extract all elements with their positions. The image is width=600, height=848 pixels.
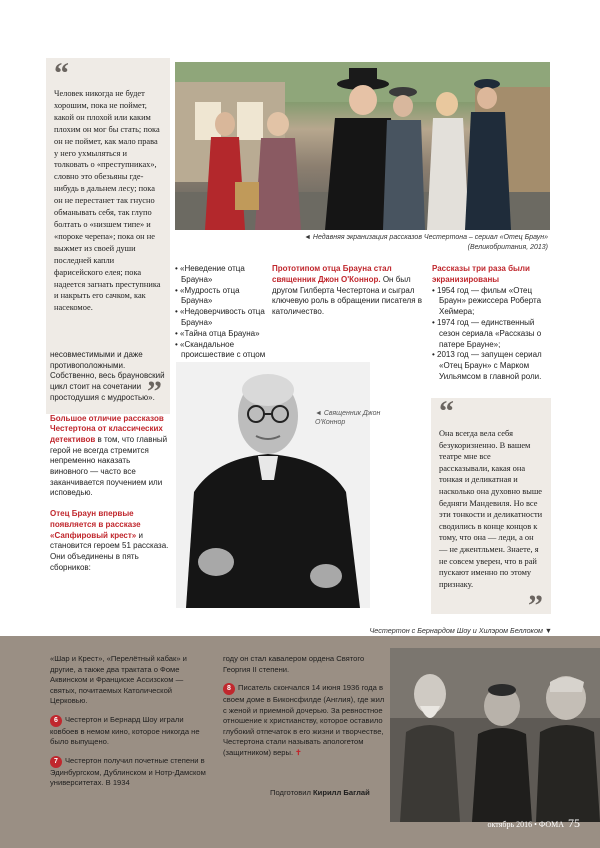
difference-heading: Большое отличие рассказов Честертона от классических детективов	[50, 413, 164, 444]
page-number: 75	[568, 816, 580, 830]
difference-text: в том, что главный герой не всегда стремится непременно наказать виновного — часто все заканчивается поучением или исповедью.	[50, 434, 168, 498]
tv-series-illustration	[175, 62, 550, 230]
facts-column-1	[50, 654, 210, 797]
paragraph	[50, 414, 170, 500]
first-appearance-text: и становится героем 51 рассказа. Они объединены в пять сборников:	[50, 530, 169, 572]
list-item: • «Недоверчивость отца Брауна»	[175, 307, 265, 327]
group-portrait-illustration	[390, 648, 600, 822]
screenings-heading: Рассказы три раза были экранизированы	[432, 264, 530, 284]
story-collections-list	[175, 264, 267, 372]
priest-portrait-illustration	[176, 362, 370, 608]
priest-caption: ◄ Священник Джон О'Коннор	[315, 410, 381, 426]
first-appearance-heading: Отец Браун впервые появляется в рассказе «Сапфировый крест»	[50, 509, 141, 540]
screenings-block	[432, 264, 550, 383]
prototype-block	[272, 264, 426, 318]
quote-open-icon: “	[439, 395, 454, 428]
facts-column-2	[223, 654, 385, 766]
tv-series-caption: ◄ Недавняя экранизация рассказов Честертона – сериал «Отец Браун» (Великобритания, 2013)	[304, 234, 548, 251]
quote-close-icon: ”	[528, 589, 543, 622]
list-item: • 1974 год — единственный сезон сериала «Рассказы о патере Брауне»;	[432, 317, 542, 349]
paragraph: «Шар и Крест», «Перелётный кабак» и другие, а также два трактата о Фоме Аквинском и Франциске Ассизском — святых, почитаемых Католической Церковью.	[50, 654, 187, 705]
cross-icon: ✝	[295, 747, 302, 757]
paragraph: несовместимыми и даже противоположными. Собственно, весь брауновский цикл стоит на сочетании простодушия с мудростью».	[50, 350, 165, 402]
fact-number-badge: 7	[50, 756, 62, 768]
article-text-left	[50, 350, 170, 583]
list-item: • 1954 год — фильм «Отец Браун» режиссера Роберта Хеймера;	[432, 285, 542, 317]
list-item: • 2013 год — запущен сериал «Отец Браун» с Марком Уильямсом в главной роли.	[432, 350, 542, 381]
paragraph: году он стал кавалером ордена Святого Георгия II степени.	[223, 654, 365, 674]
list-item: • «Неведение отца Брауна»	[175, 264, 245, 284]
magazine-name: ФОМА	[538, 820, 564, 829]
tv-series-photo	[175, 62, 550, 230]
issue-date: октябрь 2016	[487, 820, 533, 829]
bottom-photo-caption: Честертон с Бернардом Шоу и Хилэром Беллоком ▼	[369, 626, 552, 635]
fact-text: Честертон получил почетные степени в Эдинбургском, Дублинском и Нотр-Дамском университетах. В 1934	[50, 755, 206, 787]
prototype-text: Он был другом Гилберта Честертона и сыграл ключевую роль в обращении писателя в католичество.	[272, 274, 423, 317]
author-signature	[270, 788, 370, 797]
signature-prefix: Подготовил	[270, 788, 314, 797]
quote-text-left: Человек никогда не будет хорошим, пока не поймет, какой он плохой или каким плохим он мог бы стать; пока он не поймет, как мало права у него ухмыляться и толковать о «преступниках», словно это обезьяны где-нибудь в дальнем лесу; пока он не перестанет так гнусно обманывать себя, так глупо болтать о «низшем типе» и «пороке черепа»; пока он не выжмет из своей души последней капли фарисейского елея; пока надеется загнать преступника и накрыть его сачком, как насекомое.	[54, 89, 161, 313]
prototype-heading: Прототипом отца Брауна стал священник Джон О'Коннор.	[272, 264, 392, 284]
fact-text: Честертон и Бернард Шоу играли ковбоев в немом кино, которое никогда не было выпущено.	[50, 714, 200, 746]
fact-number-badge: 6	[50, 715, 62, 727]
page-footer: октябрь 2016 • ФОМА 75	[487, 816, 580, 830]
chesterton-shaw-belloc-photo	[390, 648, 600, 822]
quote-close-icon: ”	[147, 375, 162, 408]
quote-box-right	[431, 395, 551, 622]
quote-text-right: Она всегда вела себя безукоризненно. В вашем театре мне все рассказывали, какая она тонкая и деликатная и насколько она духовно выше бедняги Мандевиля. Но все эти тонкости и деликатности сводились в конце концов к тому, что она — леди, а он — не джентльмен. Знаете, я не совсем уверен, что в рай пускают именно по этому признаку.	[439, 429, 543, 589]
paragraph	[50, 509, 170, 573]
quote-open-icon: “	[54, 57, 69, 90]
fact-item	[50, 756, 210, 789]
fact-number-badge: 8	[223, 683, 235, 695]
fact-text: Писатель скончался 14 июня 1936 года в своем доме в Биконсфилде (Англия), где жил с женой и приемной дочерью. За ревностное отношение к христианству, которое оставило глубокий отпечаток в его жизни и творчестве, Честертона стали называть апологетом (защитником) веры.	[223, 683, 385, 757]
priest-portrait-photo	[176, 362, 370, 608]
signature-name: Кирилл Баглай	[313, 788, 370, 797]
list-item: • «Тайна отца Брауна»	[175, 328, 260, 338]
list-item: • «Мудрость отца Брауна»	[175, 285, 240, 306]
fact-item	[223, 683, 385, 758]
list-item: • «Скандальное происшествие с отцом	[175, 339, 266, 360]
fact-item	[50, 715, 210, 748]
